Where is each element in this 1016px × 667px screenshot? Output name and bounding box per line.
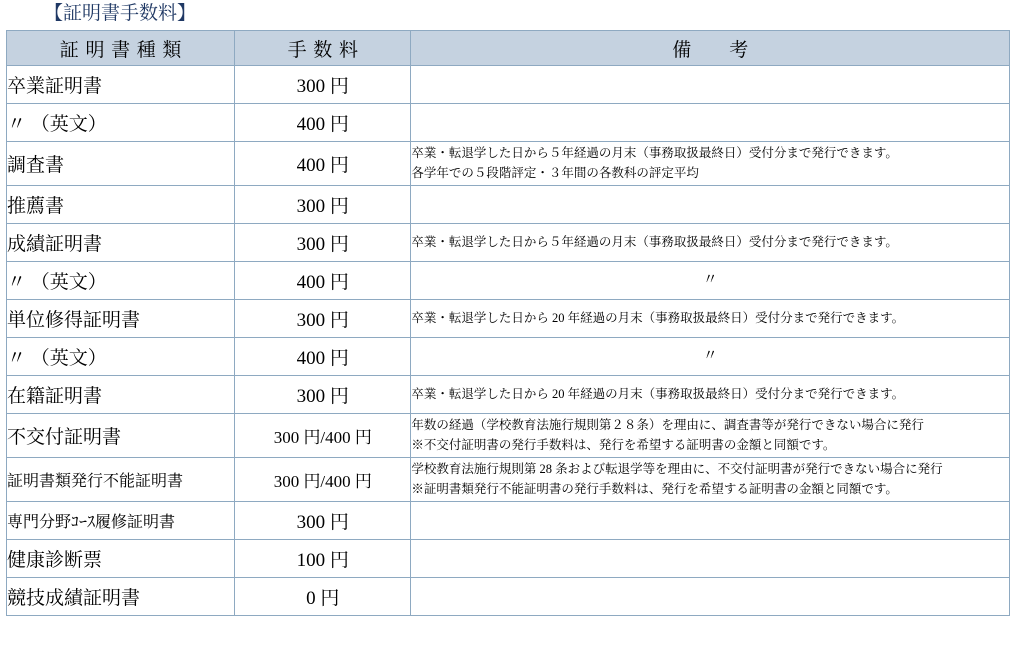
cell-certificate-kind: 健康診断票 bbox=[7, 540, 235, 578]
cell-note bbox=[411, 338, 1010, 376]
cell-certificate-kind: 調査書 bbox=[7, 142, 235, 186]
cell-fee: 400 円 bbox=[235, 142, 411, 186]
column-header-note bbox=[411, 31, 1010, 66]
cell-certificate-kind: 〃 （英文） bbox=[7, 104, 235, 142]
table-row bbox=[7, 458, 1010, 502]
table-row bbox=[7, 300, 1010, 338]
cell-certificate-kind: 推薦書 bbox=[7, 186, 235, 224]
column-header-fee-label: 手数料 bbox=[287, 39, 365, 61]
table-row bbox=[7, 186, 1010, 224]
cell-certificate-kind: 〃 （英文） bbox=[7, 338, 235, 376]
note-line: 卒業・転退学した日から５年経過の月末（事務取扱最終日）受付分まで発行できます。 bbox=[411, 234, 898, 249]
table-row bbox=[7, 376, 1010, 414]
table-row bbox=[7, 578, 1010, 616]
cell-fee: 300 円 bbox=[235, 376, 411, 414]
cell-certificate-kind: 〃 （英文） bbox=[7, 262, 235, 300]
cell-fee: 400 円 bbox=[235, 338, 411, 376]
table-body bbox=[7, 66, 1010, 616]
column-header-kind bbox=[7, 31, 235, 66]
cell-certificate-kind: 単位修得証明書 bbox=[7, 300, 235, 338]
cell-fee: 400 円 bbox=[235, 262, 411, 300]
cell-fee: 0 円 bbox=[235, 578, 411, 616]
cell-fee: 300 円/400 円 bbox=[235, 414, 411, 458]
table-row bbox=[7, 262, 1010, 300]
cell-note bbox=[411, 186, 1010, 224]
cell-certificate-kind: 証明書類発行不能証明書 bbox=[7, 458, 235, 502]
cell-fee: 400 円 bbox=[235, 104, 411, 142]
cell-note bbox=[411, 66, 1010, 104]
note-line: 卒業・転退学した日から５年経過の月末（事務取扱最終日）受付分まで発行できます。 bbox=[411, 146, 898, 161]
cell-certificate-kind: 卒業証明書 bbox=[7, 66, 235, 104]
note-line: 卒業・転退学した日から 20 年経過の月末（事務取扱最終日）受付分まで発行できます。 bbox=[411, 310, 905, 325]
cell-certificate-kind: 専門分野ｺｰｽ履修証明書 bbox=[7, 502, 235, 540]
table-row bbox=[7, 104, 1010, 142]
cell-fee: 300 円 bbox=[235, 66, 411, 104]
table-row bbox=[7, 414, 1010, 458]
table-header bbox=[7, 31, 1010, 66]
note-line: 各学年での５段階評定・３年間の各教科の評定平均 bbox=[411, 165, 699, 180]
cell-certificate-kind: 在籍証明書 bbox=[7, 376, 235, 414]
cell-certificate-kind: 不交付証明書 bbox=[7, 414, 235, 458]
cell-fee: 300 円 bbox=[235, 502, 411, 540]
certificate-fee-table bbox=[6, 30, 1010, 616]
cell-fee: 300 円/400 円 bbox=[235, 458, 411, 502]
column-header-kind-label: 証明書種類 bbox=[59, 39, 189, 61]
cell-certificate-kind: 成績証明書 bbox=[7, 224, 235, 262]
cell-note bbox=[411, 458, 1010, 502]
note-line: 卒業・転退学した日から 20 年経過の月末（事務取扱最終日）受付分まで発行できます。 bbox=[411, 386, 905, 401]
note-line: ※不交付証明書の発行手数料は、発行を希望する証明書の金額と同額です。 bbox=[411, 437, 836, 452]
cell-note bbox=[411, 540, 1010, 578]
column-header-note-label: 備 考 bbox=[672, 39, 749, 61]
table-row bbox=[7, 540, 1010, 578]
table-row bbox=[7, 338, 1010, 376]
table-header-row bbox=[7, 31, 1010, 66]
note-line: 〃 bbox=[702, 271, 718, 288]
cell-note bbox=[411, 104, 1010, 142]
page-title: 【証明書手数料】 bbox=[44, 3, 197, 24]
note-line: 年数の経過（学校教育法施行規則第２８条）を理由に、調査書等が発行できない場合に発行 bbox=[411, 418, 924, 433]
cell-fee: 300 円 bbox=[235, 186, 411, 224]
note-line: 学校教育法施行規則第 28 条および転退学等を理由に、不交付証明書が発行できない場合に発行 bbox=[411, 462, 943, 477]
cell-note bbox=[411, 142, 1010, 186]
cell-note bbox=[411, 376, 1010, 414]
column-header-fee bbox=[235, 31, 411, 66]
note-line: ※証明書類発行不能証明書の発行手数料は、発行を希望する証明書の金額と同額です。 bbox=[411, 481, 898, 496]
cell-note bbox=[411, 578, 1010, 616]
cell-note bbox=[411, 502, 1010, 540]
cell-note bbox=[411, 224, 1010, 262]
table-row bbox=[7, 502, 1010, 540]
table-row bbox=[7, 66, 1010, 104]
table-row bbox=[7, 224, 1010, 262]
cell-note bbox=[411, 262, 1010, 300]
cell-certificate-kind: 競技成績証明書 bbox=[7, 578, 235, 616]
cell-fee: 300 円 bbox=[235, 224, 411, 262]
note-line: 〃 bbox=[702, 347, 718, 364]
cell-note bbox=[411, 414, 1010, 458]
table-row bbox=[7, 142, 1010, 186]
cell-fee: 300 円 bbox=[235, 300, 411, 338]
cell-note bbox=[411, 300, 1010, 338]
cell-fee: 100 円 bbox=[235, 540, 411, 578]
